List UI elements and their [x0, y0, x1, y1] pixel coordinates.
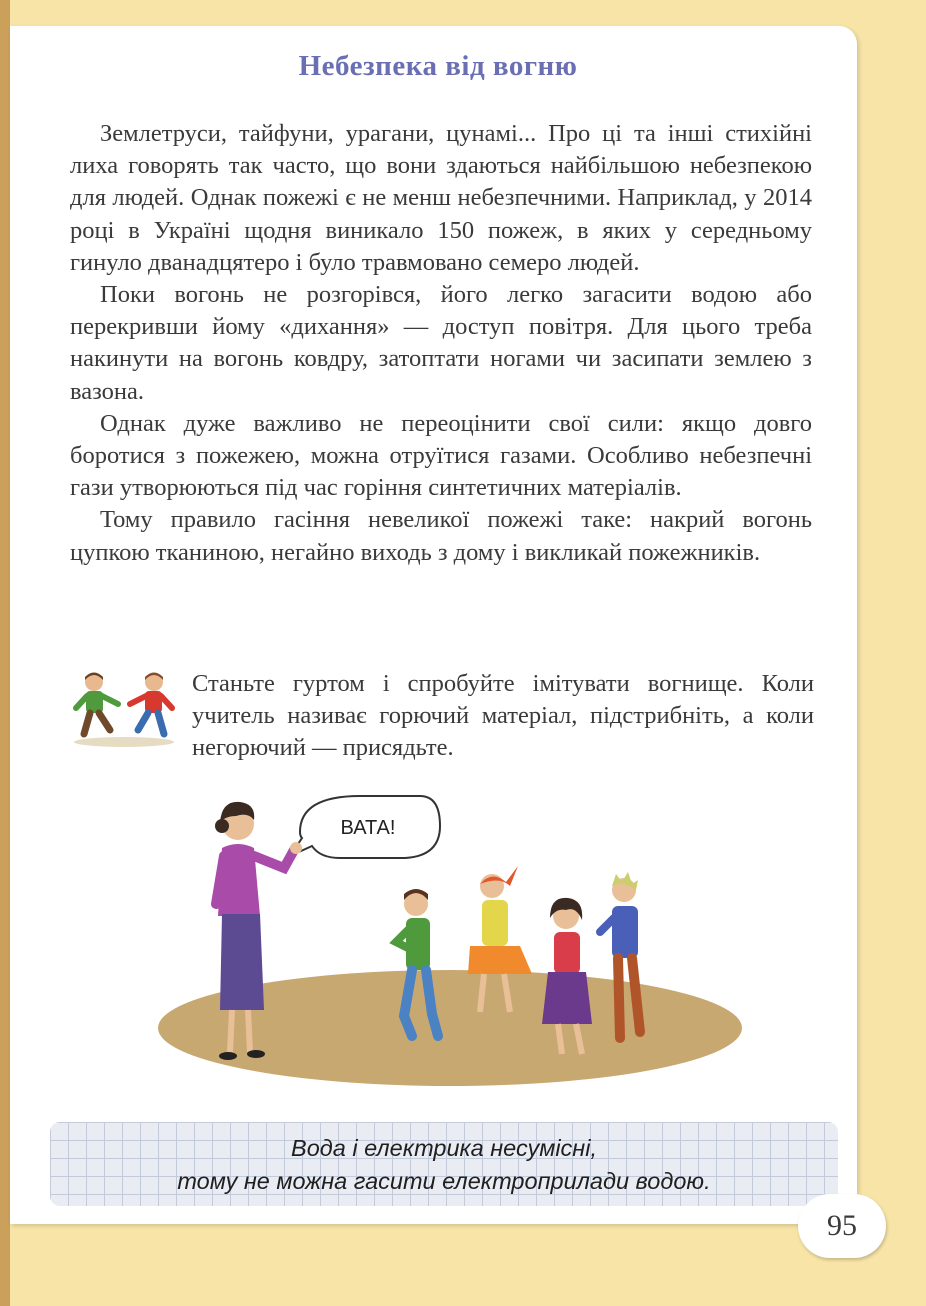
speech-bubble-text: ВАТА!: [340, 817, 396, 839]
main-text: [70, 118, 812, 569]
safety-note-line: Вода і електрика несумісні,: [291, 1135, 597, 1161]
speech-bubble: [290, 796, 440, 858]
page-title: Небезпека від вогню: [298, 50, 578, 82]
safety-note-line: тому не можна гасити електроприлади водою.: [177, 1168, 711, 1194]
activity-task: [68, 668, 818, 778]
page-number: 95: [827, 1209, 857, 1242]
book-spine: [0, 0, 10, 1306]
page-number-badge: [798, 1194, 886, 1258]
classroom-illustration: [150, 786, 750, 1106]
paragraph: Поки вогонь не розгорівся, його легко загасити водою або перекривши йому «дихання» — доступ повітря. Для цього треба накинути на вогонь ковдру, затоптати ногами чи засипати землею з вазона.: [70, 281, 812, 405]
paragraph: Землетруси, тайфуни, урагани, цунамі... Про ці та інші стихійні лиха говорять так часто, що вони здаються найбільшою небезпекою для людей. Однак пожежі є не менш небезпечними. Наприклад, у 2014 році в Україні щодня виникало 150 пожеж, в яких у середньому гинуло дванадцятеро і було травмовано семеро людей.: [70, 120, 812, 276]
task-text: Станьте гуртом і спробуйте імітувати вогнище. Коли учитель називає горючий матеріал, підстрибніть, а коли негорючий — присядьте.: [192, 670, 814, 762]
group-activity-icon: [68, 668, 180, 748]
paragraph: Однак дуже важливо не переоцінити свої сили: якщо довго боротися з пожежею, можна отруїтися газами. Особливо небезпечні гази утворюються під час горіння синтетичних матеріалів.: [70, 409, 812, 502]
paragraph: Тому правило гасіння невеликої пожежі таке: накрий вогонь цупкою тканиною, негайно виходь з дому і викликай пожежників.: [70, 506, 812, 566]
safety-note: [50, 1132, 838, 1198]
